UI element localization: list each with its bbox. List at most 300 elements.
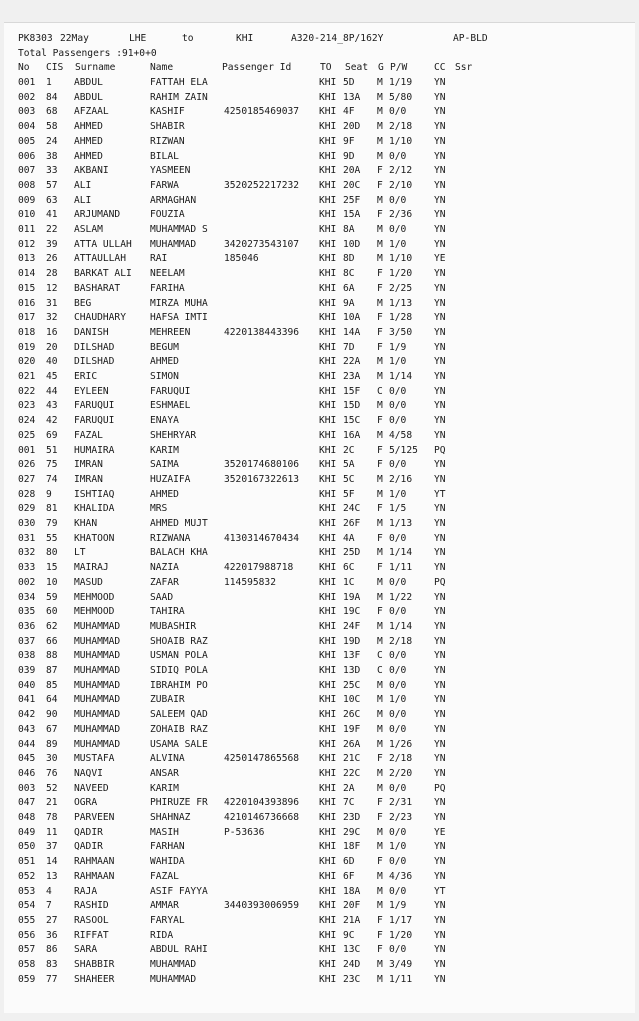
row-cc: PQ [434, 782, 446, 794]
row-cc: YN [434, 606, 446, 618]
row-name: FAZAL [150, 870, 179, 882]
row-no: 002 [18, 91, 36, 103]
row-seat: 26A [343, 738, 361, 750]
row-pw: 0/0 [389, 532, 407, 544]
row-cc: YN [434, 929, 446, 941]
row-gender: M [377, 635, 383, 647]
row-gender: M [377, 488, 383, 500]
row-cis: 4 [46, 885, 52, 897]
row-name: RAI [150, 253, 168, 265]
row-name: SHEHRYAR [150, 429, 197, 441]
row-seat: 6C [343, 562, 355, 574]
row-name: WAHIDA [150, 856, 185, 868]
row-to: KHI [319, 121, 337, 133]
row-pw: 0/0 [389, 194, 407, 206]
row-seat: 24D [343, 959, 361, 970]
row-seat: 26C [343, 709, 361, 721]
row-no: 008 [18, 179, 36, 191]
row-cis: 90 [46, 709, 58, 721]
row-cis: 14 [46, 856, 58, 868]
row-surname: KHALIDA [74, 503, 115, 515]
row-to: KHI [319, 665, 337, 676]
row-cis: 55 [46, 532, 58, 544]
row-gender: C [377, 385, 383, 397]
row-seat: 13C [343, 944, 361, 956]
row-seat: 15D [343, 400, 361, 412]
row-cis: 28 [46, 268, 58, 280]
row-cis: 37 [46, 841, 58, 853]
row-seat: 20C [343, 179, 361, 191]
row-surname: OGRA [74, 797, 98, 809]
row-seat: 5C [343, 473, 355, 485]
aircraft-config: A320-214_8P/162Y [291, 33, 384, 44]
row-no: 051 [18, 856, 36, 868]
row-seat: 9C [343, 929, 355, 941]
row-surname: EYLEEN [74, 385, 109, 397]
row-name: SHABIR [150, 121, 185, 133]
row-gender: M [377, 885, 383, 897]
row-to: KHI [319, 812, 337, 823]
col-cc: CC [434, 62, 446, 73]
row-surname: MAIRAJ [74, 562, 109, 574]
row-pw: 1/13 [389, 297, 413, 309]
row-cc: YN [434, 209, 446, 221]
row-name: SALEEM QAD [150, 709, 208, 721]
row-no: 026 [18, 459, 36, 471]
row-seat: 23C [343, 973, 361, 985]
row-surname: IMRAN [74, 473, 103, 485]
row-pw: 5/80 [389, 91, 413, 103]
row-cc: YN [434, 665, 446, 676]
row-gender: M [377, 371, 383, 382]
row-cc: YN [434, 356, 446, 368]
row-no: 007 [18, 165, 36, 177]
row-surname: NAQVI [74, 767, 103, 779]
row-gender: F [377, 812, 383, 823]
row-cc: YN [434, 385, 446, 397]
to-word: to [182, 33, 194, 44]
row-pw: 0/0 [389, 650, 407, 662]
row-name: ASIF FAYYA [150, 885, 208, 897]
row-name: MASIH [150, 826, 179, 838]
row-name: USAMA SALE [150, 738, 208, 750]
row-to: KHI [319, 767, 337, 779]
row-cc: YN [434, 870, 446, 882]
row-seat: 2A [343, 782, 355, 794]
row-surname: AHMED [74, 121, 103, 133]
row-seat: 8D [343, 253, 355, 265]
row-surname: ASLAM [74, 224, 103, 235]
row-surname: MUHAMMAD [74, 620, 121, 632]
row-no: 052 [18, 870, 36, 882]
row-no: 020 [18, 356, 36, 368]
row-name: SIDIQ POLA [150, 665, 208, 676]
row-cis: 79 [46, 518, 58, 529]
row-no: 011 [18, 224, 36, 235]
row-no: 001 [18, 77, 36, 88]
row-cc: YN [434, 914, 446, 926]
row-no: 004 [18, 121, 36, 133]
row-surname: MUSTAFA [74, 753, 115, 765]
row-seat: 9D [343, 150, 355, 162]
row-pw: 2/18 [389, 753, 413, 765]
row-gender: F [377, 312, 383, 324]
row-no: 056 [18, 929, 36, 941]
origin: LHE [129, 33, 147, 44]
row-name: FARHAN [150, 841, 185, 853]
row-cis: 40 [46, 356, 58, 368]
row-cc: YN [434, 268, 446, 280]
row-pw: 1/14 [389, 620, 413, 632]
row-pw: 0/0 [389, 459, 407, 471]
row-to: KHI [319, 371, 337, 382]
row-pw: 2/36 [389, 209, 413, 221]
row-no: 012 [18, 238, 36, 250]
row-surname: RASOOL [74, 914, 109, 926]
row-no: 040 [18, 679, 36, 691]
row-surname: KHATOON [74, 532, 115, 544]
row-cc: YN [434, 738, 446, 750]
row-cc: YN [434, 371, 446, 382]
row-seat: 24C [343, 503, 361, 515]
row-gender: F [377, 326, 383, 338]
row-pw: 2/16 [389, 473, 413, 485]
row-cc: YE [434, 253, 446, 265]
row-surname: RAHMAAN [74, 870, 115, 882]
col-to: TO [320, 62, 332, 73]
row-surname: RAJA [74, 885, 98, 897]
row-seat: 6F [343, 870, 355, 882]
row-pw: 0/0 [389, 826, 407, 838]
row-no: 049 [18, 826, 36, 838]
aircraft-registration: AP-BLD [453, 33, 488, 44]
row-cis: 78 [46, 812, 58, 823]
row-passenger-id: 4220104393896 [224, 797, 300, 809]
row-to: KHI [319, 841, 337, 853]
row-surname: MUHAMMAD [74, 635, 121, 647]
row-name: ZUBAIR [150, 694, 185, 706]
row-cc: YN [434, 459, 446, 471]
row-name: SAIMA [150, 459, 179, 471]
col-ssr: Ssr [455, 62, 473, 73]
row-gender: F [377, 929, 383, 941]
row-cc: YT [434, 488, 446, 500]
row-no: 027 [18, 473, 36, 485]
row-name: NEELAM [150, 268, 185, 280]
row-name: KASHIF [150, 106, 185, 118]
row-surname: MUHAMMAD [74, 738, 121, 750]
row-cc: PQ [434, 444, 446, 456]
row-cc: YN [434, 341, 446, 353]
row-to: KHI [319, 488, 337, 500]
row-seat: 21A [343, 914, 361, 926]
row-no: 031 [18, 532, 36, 544]
row-pw: 0/0 [389, 150, 407, 162]
row-no: 053 [18, 885, 36, 897]
row-name: SIMON [150, 371, 179, 382]
row-cc: YN [434, 297, 446, 309]
row-to: KHI [319, 326, 337, 338]
row-gender: M [377, 224, 383, 235]
row-gender: M [377, 841, 383, 853]
row-cis: 27 [46, 914, 58, 926]
row-to: KHI [319, 547, 337, 559]
row-surname: IMRAN [74, 459, 103, 471]
row-no: 003 [18, 106, 36, 118]
row-seat: 7D [343, 341, 355, 353]
row-no: 037 [18, 635, 36, 647]
row-gender: M [377, 679, 383, 691]
row-to: KHI [319, 341, 337, 353]
row-name: MEHREEN [150, 326, 191, 338]
row-surname: ARJUMAND [74, 209, 121, 221]
row-name: USMAN POLA [150, 650, 208, 662]
row-cc: YN [434, 635, 446, 647]
row-gender: M [377, 709, 383, 721]
row-seat: 15A [343, 209, 361, 221]
row-name: PHIRUZE FR [150, 797, 208, 809]
row-passenger-id: 4250147865568 [224, 753, 300, 765]
row-to: KHI [319, 238, 337, 250]
row-no: 050 [18, 841, 36, 853]
row-passenger-id: 3440393006959 [224, 900, 300, 912]
row-passenger-id: 4130314670434 [224, 532, 300, 544]
row-name: MUHAMMAD S [150, 224, 208, 235]
row-pw: 2/18 [389, 635, 413, 647]
row-seat: 9A [343, 297, 355, 309]
row-no: 024 [18, 415, 36, 427]
row-seat: 19D [343, 635, 361, 647]
row-to: KHI [319, 959, 337, 970]
row-to: KHI [319, 797, 337, 809]
row-seat: 10D [343, 238, 361, 250]
row-name: ABDUL RAHI [150, 944, 208, 956]
row-pw: 2/31 [389, 797, 413, 809]
row-name: BILAL [150, 150, 179, 162]
row-cc: YN [434, 591, 446, 603]
row-gender: M [377, 767, 383, 779]
row-pw: 0/0 [389, 576, 407, 588]
row-cc: YN [434, 415, 446, 427]
row-surname: SHAHEER [74, 973, 115, 985]
row-pw: 3/49 [389, 959, 413, 970]
row-no: 019 [18, 341, 36, 353]
row-cc: YN [434, 753, 446, 765]
row-to: KHI [319, 194, 337, 206]
row-name: AHMED MUJT [150, 518, 208, 529]
row-passenger-id: P-53636 [224, 826, 265, 838]
row-surname: MUHAMMAD [74, 694, 121, 706]
row-to: KHI [319, 885, 337, 897]
row-name: YASMEEN [150, 165, 191, 177]
row-seat: 2C [343, 444, 355, 456]
row-cis: 83 [46, 959, 58, 970]
row-cis: 84 [46, 91, 58, 103]
row-pw: 1/13 [389, 518, 413, 529]
row-no: 010 [18, 209, 36, 221]
col-surname: Surname [75, 62, 116, 73]
row-name: RIDA [150, 929, 174, 941]
row-name: MRS [150, 503, 168, 515]
col-seat: Seat [345, 62, 369, 73]
row-pw: 1/20 [389, 268, 413, 280]
row-seat: 8A [343, 224, 355, 235]
row-cis: 41 [46, 209, 58, 221]
row-to: KHI [319, 209, 337, 221]
row-gender: F [377, 856, 383, 868]
row-cis: 44 [46, 385, 58, 397]
row-cc: YN [434, 312, 446, 324]
row-pw: 0/0 [389, 856, 407, 868]
row-cis: 42 [46, 415, 58, 427]
row-to: KHI [319, 606, 337, 618]
row-no: 016 [18, 297, 36, 309]
row-surname: RASHID [74, 900, 109, 912]
row-pw: 5/125 [389, 444, 418, 456]
row-gender: F [377, 753, 383, 765]
row-gender: F [377, 165, 383, 177]
row-cis: 36 [46, 929, 58, 941]
row-gender: F [377, 444, 383, 456]
row-cc: YN [434, 812, 446, 823]
row-pw: 3/50 [389, 326, 413, 338]
row-gender: M [377, 356, 383, 368]
row-cc: YN [434, 473, 446, 485]
row-gender: F [377, 606, 383, 618]
row-cc: YN [434, 400, 446, 412]
row-name: ZAFAR [150, 576, 179, 588]
row-gender: F [377, 914, 383, 926]
row-no: 032 [18, 547, 36, 559]
row-pw: 0/0 [389, 665, 407, 676]
row-seat: 13A [343, 91, 361, 103]
row-name: AMMAR [150, 900, 179, 912]
row-pw: 0/0 [389, 782, 407, 794]
row-passenger-id: 114595832 [224, 576, 276, 588]
row-name: FATTAH ELA [150, 77, 208, 88]
row-seat: 25C [343, 679, 361, 691]
row-cc: YN [434, 959, 446, 970]
row-surname: AHMED [74, 150, 103, 162]
row-pw: 1/20 [389, 929, 413, 941]
row-name: HAFSA IMTI [150, 312, 208, 324]
row-to: KHI [319, 914, 337, 926]
row-to: KHI [319, 253, 337, 265]
row-pw: 0/0 [389, 679, 407, 691]
row-name: ANSAR [150, 767, 179, 779]
row-to: KHI [319, 77, 337, 88]
row-name: AHMED [150, 488, 179, 500]
row-seat: 15F [343, 385, 361, 397]
row-cc: YN [434, 238, 446, 250]
row-cis: 87 [46, 665, 58, 676]
row-cis: 67 [46, 723, 58, 735]
row-cc: YN [434, 179, 446, 191]
row-no: 044 [18, 738, 36, 750]
row-name: ESHMAEL [150, 400, 191, 412]
row-cis: 20 [46, 341, 58, 353]
row-to: KHI [319, 135, 337, 147]
row-pw: 0/0 [389, 224, 407, 235]
row-surname: ATTAULLAH [74, 253, 126, 265]
row-surname: KHAN [74, 518, 98, 529]
row-cc: YN [434, 856, 446, 868]
row-surname: ABDUL [74, 77, 103, 88]
row-cis: 63 [46, 194, 58, 206]
row-to: KHI [319, 870, 337, 882]
row-cc: YN [434, 503, 446, 515]
row-seat: 4F [343, 106, 355, 118]
row-cis: 77 [46, 973, 58, 985]
flight-date: 22May [60, 33, 89, 44]
row-seat: 18F [343, 841, 361, 853]
row-seat: 9F [343, 135, 355, 147]
total-passengers-line [4, 47, 157, 61]
row-gender: M [377, 194, 383, 206]
row-gender: M [377, 738, 383, 750]
row-surname: LT [74, 547, 86, 559]
row-pw: 0/0 [389, 400, 407, 412]
row-seat: 23A [343, 371, 361, 382]
row-name: KARIM [150, 782, 179, 794]
row-gender: M [377, 121, 383, 133]
row-no: 018 [18, 326, 36, 338]
row-seat: 24F [343, 620, 361, 632]
row-cc: YN [434, 91, 446, 103]
row-no: 048 [18, 812, 36, 823]
row-cc: YN [434, 900, 446, 912]
row-cc: YN [434, 679, 446, 691]
row-seat: 16A [343, 429, 361, 441]
row-to: KHI [319, 635, 337, 647]
row-to: KHI [319, 429, 337, 441]
row-surname: MUHAMMAD [74, 665, 121, 676]
row-to: KHI [319, 165, 337, 177]
row-passenger-id: 3420273543107 [224, 238, 300, 250]
flight-header-line [4, 32, 488, 46]
row-seat: 5F [343, 488, 355, 500]
row-name: ZOHAIB RAZ [150, 723, 208, 735]
row-to: KHI [319, 900, 337, 912]
row-no: 005 [18, 135, 36, 147]
row-no: 059 [18, 973, 36, 985]
row-cc: YN [434, 150, 446, 162]
row-name: HUZAIFA [150, 473, 191, 485]
row-to: KHI [319, 224, 337, 235]
row-surname: AHMED [74, 135, 103, 147]
row-name: AHMED [150, 356, 179, 368]
row-no: 039 [18, 665, 36, 676]
row-no: 022 [18, 385, 36, 397]
row-gender: M [377, 297, 383, 309]
row-to: KHI [319, 944, 337, 956]
row-surname: PARVEEN [74, 812, 115, 823]
row-no: 054 [18, 900, 36, 912]
row-to: KHI [319, 106, 337, 118]
row-seat: 8C [343, 268, 355, 280]
row-to: KHI [319, 415, 337, 427]
row-pw: 4/36 [389, 870, 413, 882]
row-to: KHI [319, 356, 337, 368]
row-cis: 13 [46, 870, 58, 882]
row-seat: 21C [343, 753, 361, 765]
row-gender: F [377, 179, 383, 191]
row-cis: 33 [46, 165, 58, 177]
row-cis: 76 [46, 767, 58, 779]
row-passenger-id: 4250185469037 [224, 106, 300, 118]
row-surname: FARUQUI [74, 415, 115, 427]
row-cc: YN [434, 77, 446, 88]
